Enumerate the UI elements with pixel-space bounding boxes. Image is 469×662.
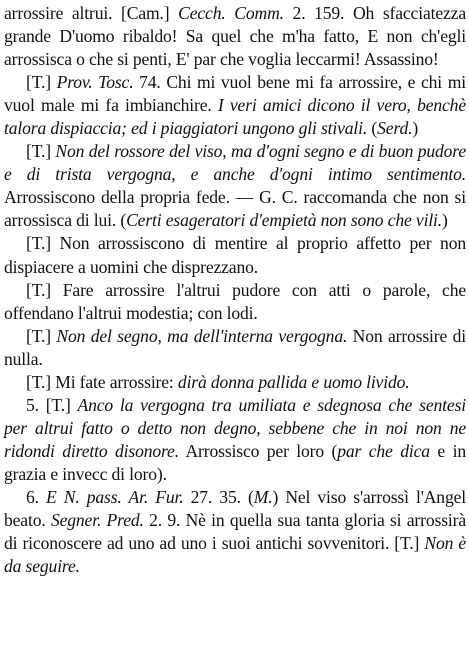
marker: [T.]: [26, 325, 57, 346]
run-8-5: e in grazia e invecc di loro).: [4, 440, 466, 484]
marker: [T.]: [26, 141, 56, 162]
run-1-1: arrossire altrui. [Cam.]: [4, 3, 179, 23]
section-number: 6.: [26, 486, 47, 507]
run-5-1: [T.] Fare arrossire l'altrui pudore con atti o parole, che offendano l'altrui modestia; con lodi.: [4, 279, 466, 323]
paragraph-7: [4, 371, 466, 394]
run-9-5: ) Nel viso s'arrossì l'Angel beato.: [4, 486, 466, 531]
run-3-2: Non del rossore del viso, ma d'ogni segno e di buon pudore e di trista vergogna, e anche d'ogni intimo sentimento.: [4, 141, 466, 185]
run-7-1: [T.] Mi fate arrossire:: [26, 371, 178, 392]
run-7-2: dirà donna pallida e uomo livido.: [177, 371, 410, 392]
citation: Cecch. Comm.: [178, 3, 284, 23]
run-8-3: Arrossisco per loro (: [178, 440, 338, 461]
run-2-4: I veri amici dicono il vero, benchè talora dispiaccia; ed i piaggiatori ungono gli stivali.: [4, 95, 466, 139]
run-2-5: (: [367, 118, 378, 139]
run-3-3: Arrossiscono della propria fede. — G. C. raccomanda che non si arrossisca di lui. (: [4, 187, 466, 231]
run-9-8: Non è da seguire.: [4, 533, 466, 577]
paragraph-9: [4, 486, 466, 578]
run-1-3: 2. 159. Oh sfacciatezza grande D'uomo ribaldo! Sa quel che m'ha fatto, E non ch'egli arrossisca o che si penti, E' par che voglia leccarmi! Assassino!: [4, 3, 466, 70]
run-8-4: par che dica: [337, 440, 430, 461]
run-2-6: Serd.: [377, 118, 413, 139]
paragraph-4: [4, 232, 466, 278]
run-3-4: Certi esageratori d'empietà non sono che vili.: [126, 210, 443, 231]
paragraph-2: [4, 71, 466, 140]
run-6-3: Non arrossire di nulla.: [4, 325, 466, 369]
citation: E N. pass. Ar. Fur.: [46, 486, 184, 507]
run-2-7: ): [412, 118, 419, 139]
paragraph-1: [4, 2, 466, 71]
run-2-3: 74. Chi mi vuol bene mi fa arrossire, e chi mi vuol male mi fa imbianchire.: [4, 72, 466, 116]
run-4-1: [T.] Non arrossiscono di mentire al proprio affetto per non dispiacere a uomini che disprezzano.: [4, 233, 466, 277]
run-9-3: 27. 35. (: [183, 486, 254, 507]
section-number: 5. [T.]: [26, 394, 78, 415]
paragraph-5: [4, 279, 466, 325]
paragraph-3: [4, 140, 466, 232]
run-6-2: Non del segno, ma dell'interna vergogna.: [56, 325, 348, 346]
citation: Segner. Pred.: [50, 510, 144, 531]
citation: Prov. Tosc.: [56, 72, 134, 93]
paragraph-6: [4, 325, 466, 371]
dictionary-entry: [4, 2, 466, 578]
run-8-2: Anco la vergogna tra umiliata e sdegnosa che sentesi per altrui fatto o detto non degno, sebbene che in noi non ne ridondi diretto disonore.: [4, 394, 467, 461]
run-9-7: 2. 9. Nè in quella sua tanta gloria si arrossirà di riconoscere ad uno ad uno i suoi antichi sovvenitori. [T.]: [4, 510, 466, 554]
run-3-5: ): [442, 210, 448, 231]
paragraph-8: [4, 394, 466, 486]
run-9-4: M.: [253, 486, 273, 507]
marker: [T.]: [26, 72, 57, 93]
